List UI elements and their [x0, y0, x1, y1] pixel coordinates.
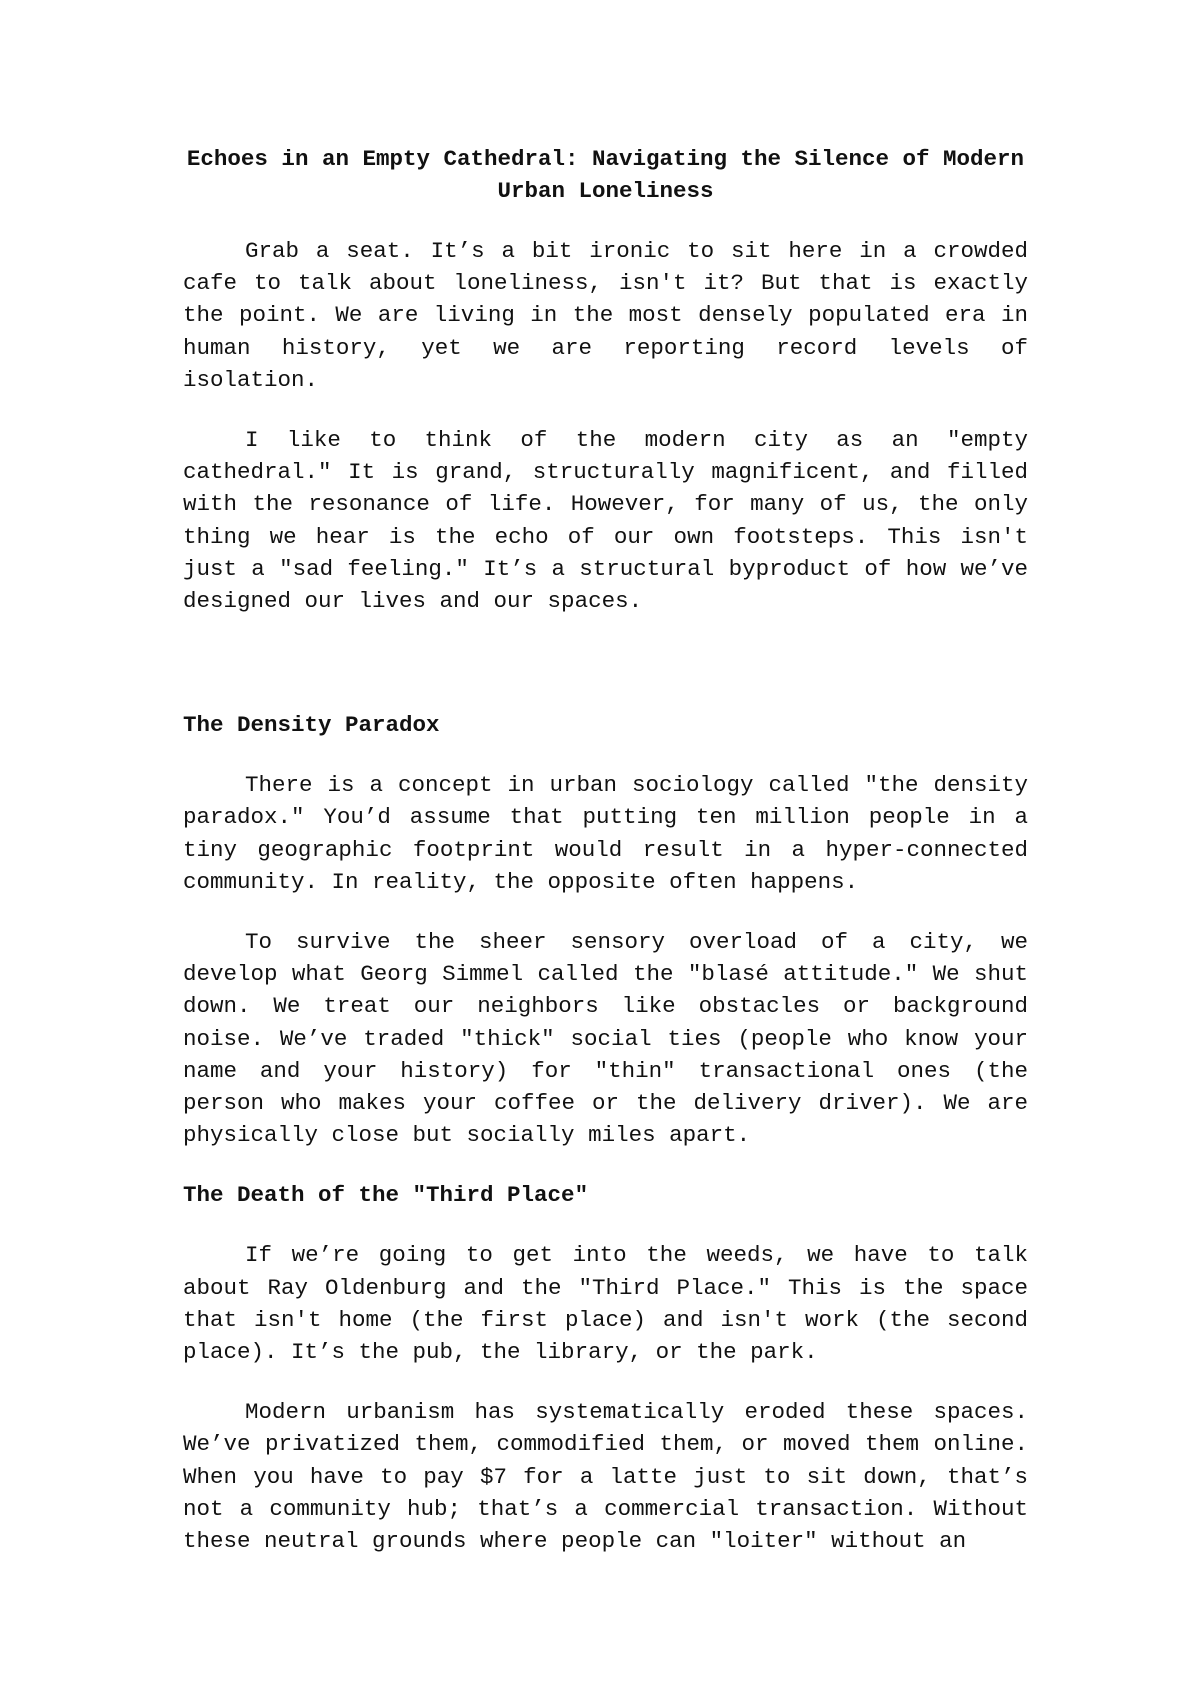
third-place-paragraph-2: Modern urbanism has systematically eroded these spaces. We’ve privatized them, commodified them, or moved them online. When you have to pay $7 for a latte just to sit down, that’s not a community hub; that’s a commercial transaction. Without these neutral grounds where people can "loiter" without an [183, 1399, 1028, 1555]
density-paradox-paragraph-1: There is a concept in urban sociology called "the density paradox." You’d assume that putting ten million people in a tiny geographic footprint would result in a hyper-connected community. In reality, the opposite often happens. [183, 772, 1028, 895]
document-title: Echoes in an Empty Cathedral: Navigating the Silence of Modern Urban Loneliness [186, 146, 1025, 204]
density-paradox-paragraph-2: To survive the sheer sensory overload of a city, we develop what Georg Simmel called the "blasé attitude." We shut down. We treat our neighbors like obstacles or background noise. We’ve traded "thick" social ties (people who know your name and your history) for "thin" transactional ones (the person who makes your coffee or the delivery driver). We are physically close but socially miles apart. [183, 929, 1028, 1149]
section-heading-third-place: The Death of the "Third Place" [183, 1182, 589, 1209]
intro-paragraph-2: I like to think of the modern city as an "empty cathedral." It is grand, structurally magnificent, and filled with the resonance of life. However, for many of us, the only thing we hear is the echo of our own footsteps. This isn't just a "sad feeling." It’s a structural byproduct of how we’ve designed our lives and our spaces. [183, 427, 1028, 615]
document-body [183, 143, 1028, 1585]
intro-paragraph-1: Grab a seat. It’s a bit ironic to sit here in a crowded cafe to talk about loneliness, isn't it? But that is exactly the point. We are living in the most densely populated era in human history, yet we are reporting record levels of isolation. [183, 238, 1028, 393]
third-place-paragraph-1: If we’re going to get into the weeds, we have to talk about Ray Oldenburg and the "Third Place." This is the space that isn't home (the first place) and isn't work (the second place). It’s the pub, the library, or the park. [183, 1242, 1028, 1366]
section-heading-density-paradox: The Density Paradox [183, 712, 440, 739]
